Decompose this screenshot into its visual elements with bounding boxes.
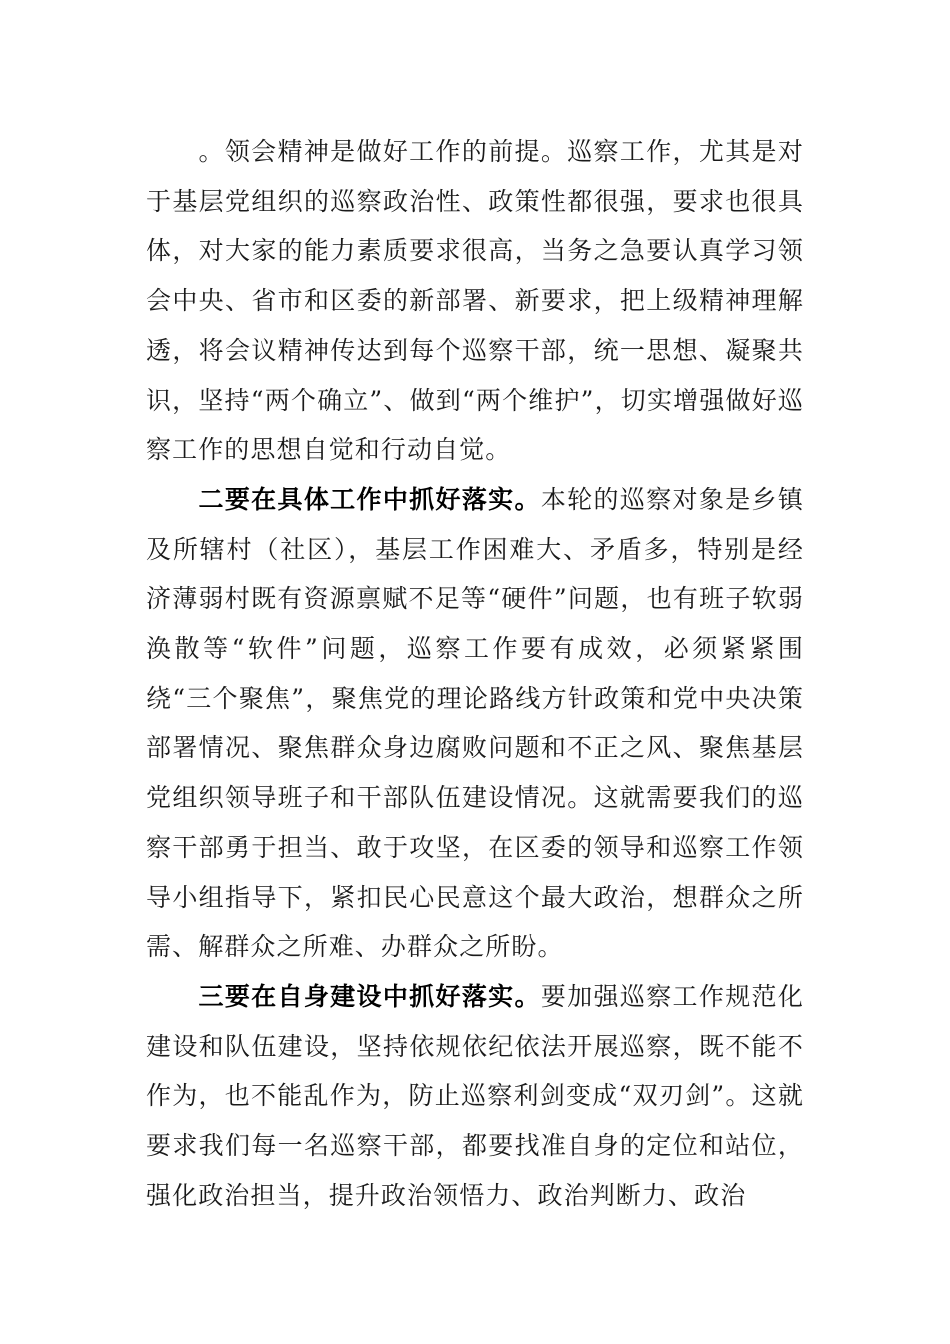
document-body	[146, 127, 804, 1220]
paragraph-third-point	[146, 972, 804, 1221]
paragraph-heading: 二要在具体工作中抓好落实。	[198, 484, 541, 514]
paragraph-text: 。领会精神是做好工作的前提。巡察工作，尤其是对于基层党组织的巡察政治性、政策性都很强，要求也很具体，对大家的能力素质要求很高，当务之急要认真学习领会中央、省市和区委的新部署、新要求，把上级精神理解透，将会议精神传达到每个巡察干部，统一思想、凝聚共识，坚持“两个确立”、做到“两个维护”，切实增强做好巡察工作的思想自觉和行动自觉。	[146, 137, 804, 465]
paragraph-text: 要加强巡察工作规范化建设和队伍建设，坚持依规依纪依法开展巡察，既不能不作为，也不能乱作为，防止巡察利剑变成“双刃剑”。这就要求我们每一名巡察干部，都要找准自身的定位和站位，强化政治担当，提升政治领悟力、政治判断力、政治	[146, 981, 804, 1210]
paragraph-text: 本轮的巡察对象是乡镇及所辖村（社区），基层工作困难大、矛盾多，特别是经济薄弱村既有资源禀赋不足等“硬件”问题，也有班子软弱涣散等“软件”问题，巡察工作要有成效，必须紧紧围绕“三个聚焦”，聚焦党的理论路线方针政策和党中央决策部署情况、聚焦群众身边腐败问题和不正之风、聚焦基层党组织领导班子和干部队伍建设情况。这就需要我们的巡察干部勇于担当、敢于攻坚，在区委的领导和巡察工作领导小组指导下，紧扣民心民意这个最大政治，想群众之所需、解群众之所难、办群众之所盼。	[146, 484, 804, 962]
paragraph-heading: 三要在自身建设中抓好落实。	[198, 981, 541, 1011]
paragraph-continued	[146, 127, 804, 475]
paragraph-second-point	[146, 475, 804, 972]
